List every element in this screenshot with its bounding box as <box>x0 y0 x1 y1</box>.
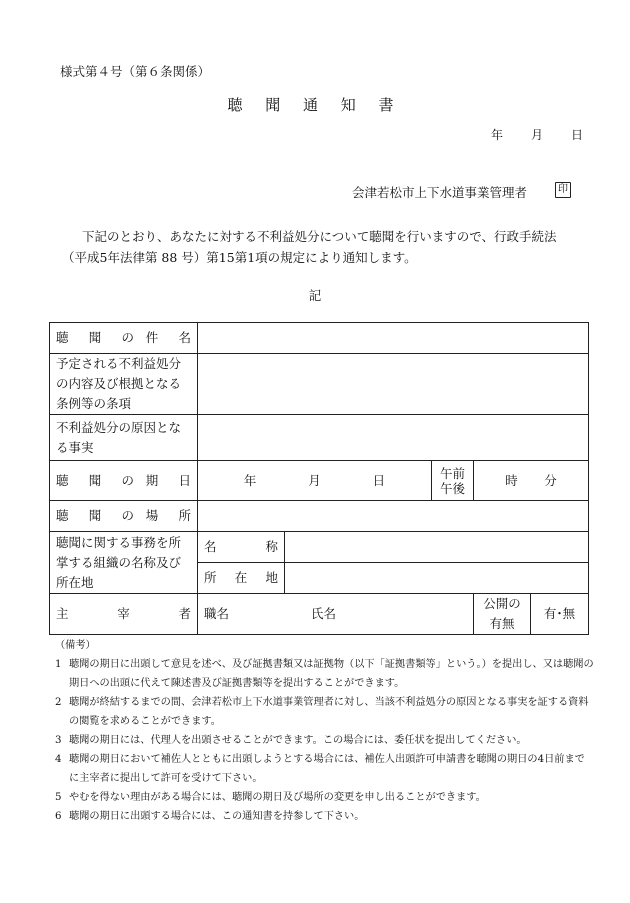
note-number: 1 <box>55 659 62 670</box>
time-hour-unit: 時 <box>505 472 518 488</box>
date-day-label: 日 <box>571 128 584 142</box>
note-item <box>55 788 595 807</box>
issuer-name: 会津若松市上下水道事業管理者 <box>352 185 528 200</box>
note-number: 2 <box>55 697 62 708</box>
presider-field[interactable] <box>198 594 474 635</box>
row-hearing-date <box>50 461 589 501</box>
note-item <box>55 807 595 826</box>
planned-disposition-field[interactable] <box>198 354 589 415</box>
note-number: 4 <box>55 754 62 765</box>
note-text: 聴聞が終結するまでの間、会津若松市上下水道事業管理者に対し、当該不利益処分の原因となる事実を証する資料の閲覧を求めることができます。 <box>69 697 589 727</box>
planned-disposition-label: 予定される不利益処分の内容及び根拠となる条例等の条項 <box>50 354 198 415</box>
note-number: 5 <box>55 792 62 803</box>
pm-option[interactable]: 午後 <box>439 480 465 496</box>
row-case-name <box>50 323 589 354</box>
notes-section <box>55 636 595 826</box>
form-number: 様式第４号（第６条関係） <box>60 64 211 79</box>
cause-facts-field[interactable] <box>198 415 589 461</box>
presider-label: 主 宰 者 <box>50 594 198 635</box>
case-name-field[interactable] <box>198 323 589 354</box>
hearing-place-field[interactable] <box>198 501 589 532</box>
hearing-date-field[interactable] <box>198 461 432 501</box>
full-name-label: 氏名 <box>310 606 336 621</box>
note-item <box>55 731 595 750</box>
note-text: 聴聞の期日において補佐人とともに出頭しようとする場合には、補佐人出頭許可申請書を聴聞の期日の4日前までに主宰者に提出して許可を受けて下さい。 <box>69 754 585 784</box>
row-cause-facts <box>50 415 589 461</box>
public-label: 公開の有無 <box>474 594 531 635</box>
note-item <box>55 750 595 788</box>
time-minute-unit: 分 <box>544 472 557 488</box>
page-title: 聴 聞 通 知 書 <box>227 96 403 114</box>
intro-line-1: 下記のとおり、あなたに対する不利益処分について聴聞を行いますので、行政手続法 <box>82 229 557 244</box>
office-address-field[interactable] <box>285 563 589 594</box>
office-name-label: 名 称 <box>198 532 285 563</box>
seal-mark: 印 <box>555 182 571 198</box>
notes-list <box>55 655 595 826</box>
row-planned-disposition <box>50 354 589 415</box>
note-number: 6 <box>55 811 62 822</box>
hearing-date-label: 聴 聞 の 期 日 <box>50 461 198 501</box>
row-hearing-place <box>50 501 589 532</box>
note-item <box>55 693 595 731</box>
hearing-time-field[interactable] <box>474 461 589 501</box>
public-choice[interactable]: 有･無 <box>531 594 589 635</box>
cause-facts-label: 不利益処分の原因となる事実 <box>50 415 198 461</box>
am-option[interactable]: 午前 <box>439 465 465 481</box>
date-month-unit: 月 <box>308 472 321 488</box>
date-day-unit: 日 <box>372 472 386 488</box>
intro-line-2: （平成5年法律第 88 号）第15第1項の規定により通知します。 <box>62 250 417 265</box>
office-name-field[interactable] <box>285 532 589 563</box>
note-text: 聴聞の期日に出頭して意見を述べ、及び証拠書類又は証拠物（以下「証拠書類等」という。）を提出し、又は聴聞の期日への出頭に代えて陳述書及び証拠書類等を提出することができます。 <box>69 659 594 689</box>
notes-heading: （備考） <box>55 640 96 651</box>
hearing-form-table <box>49 322 589 635</box>
case-name-label: 聴 聞 の 件 名 <box>50 323 198 354</box>
row-presider <box>50 594 589 635</box>
office-address-label: 所 在 地 <box>198 563 285 594</box>
note-text: 聴聞の期日には、代理人を出頭させることができます。この場合には、委任状を提出してください。 <box>69 735 527 746</box>
date-year-label: 年 <box>491 128 504 142</box>
date-month-label: 月 <box>531 128 544 142</box>
note-text: やむを得ない理由がある場合には、聴聞の期日及び場所の変更を申し出ることができます。 <box>69 792 486 803</box>
note-number: 3 <box>55 735 62 746</box>
row-office-name <box>50 532 589 563</box>
job-title-label: 職名 <box>204 606 230 621</box>
note-item <box>55 655 595 693</box>
note-text: 聴聞の期日に出頭する場合には、この通知書を持参して下さい。 <box>69 811 365 822</box>
office-label: 聴聞に関する事務を所掌する組織の名称及び所在地 <box>50 532 198 594</box>
date-year-unit: 年 <box>243 472 257 488</box>
intro-text <box>62 226 572 268</box>
hearing-place-label: 聴 聞 の 場 所 <box>50 501 198 532</box>
am-pm-selector[interactable] <box>432 461 474 501</box>
ki-heading: 記 <box>308 288 322 303</box>
